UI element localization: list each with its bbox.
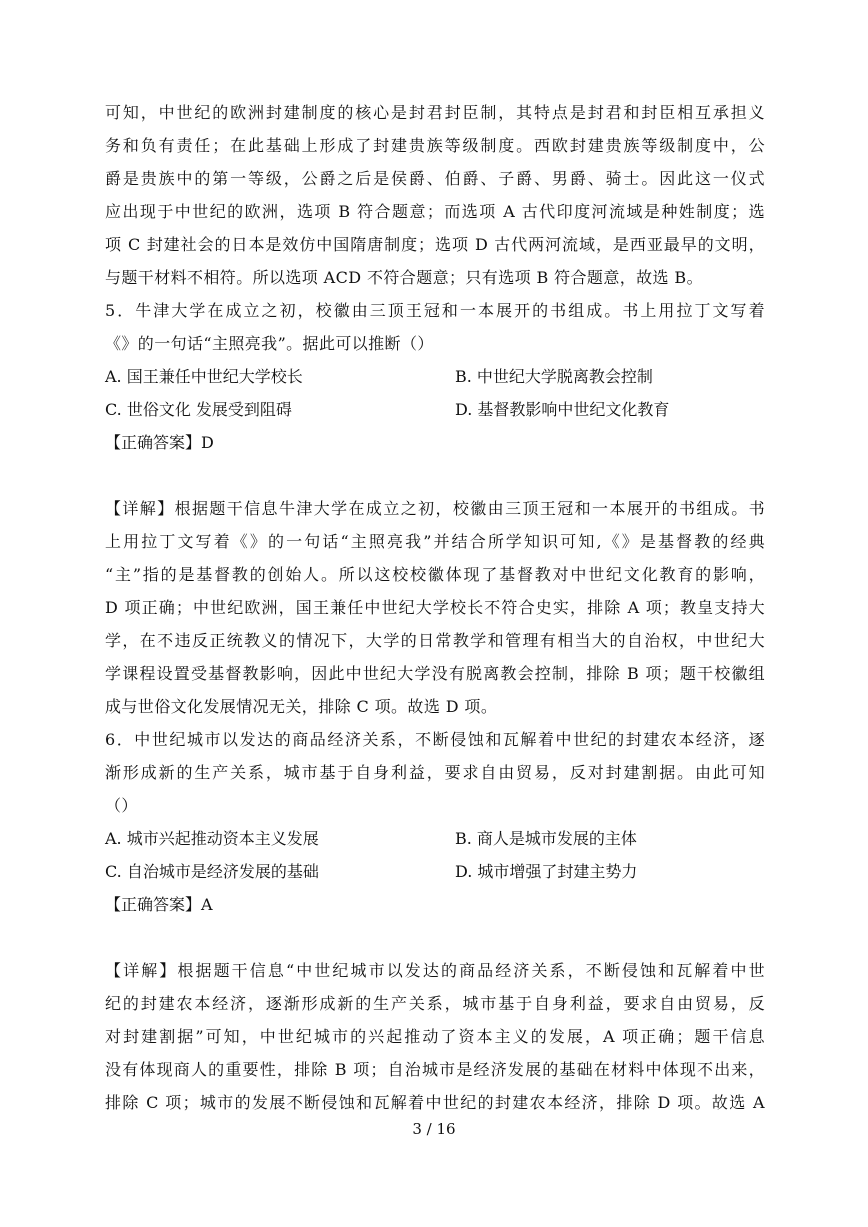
q4-explanation-continuation xyxy=(105,96,765,294)
text-line: 成与世俗文化发展情况无关，排除 C 项。故选 D 项。 xyxy=(105,697,498,716)
option-d: D. 基督教影响中世纪文化教育 xyxy=(455,400,670,419)
spacer xyxy=(105,921,765,954)
text-line: 【详解】根据题干信息“中世纪城市以发达的商品经济关系，不断侵蚀和瓦解着中世 xyxy=(105,961,765,980)
correct-answer: 【正确答案】A xyxy=(105,895,213,914)
question-explanation xyxy=(105,954,765,1119)
option-a: A. 国王兼任中世纪大学校长 xyxy=(105,367,303,386)
text-line: 项 C 封建社会的日本是效仿中国隋唐制度；选项 D 古代两河流域，是西亚最早的文明， xyxy=(105,235,765,254)
text-line: 纪的封建农本经济，逐渐形成新的生产关系，城市基于自身利益，要求自由贸易，反 xyxy=(105,994,765,1013)
option-b: B. 中世纪大学脱离教会控制 xyxy=(455,367,653,386)
page-number: 3 / 16 xyxy=(412,1120,456,1138)
question-stem: 《》的一句话“主照亮我”。据此可以推断（） xyxy=(105,334,434,353)
question-stem: 5．牛津大学在成立之初，校徽由三顶王冠和一本展开的书组成。书上用拉丁文写着 xyxy=(105,301,765,320)
text-line: 务和负有责任；在此基础上形成了封建贵族等级制度。西欧封建贵族等级制度中，公 xyxy=(105,136,765,155)
text-line: 应出现于中世纪的欧洲，选项 B 符合题意；而选项 A 古代印度河流域是种姓制度；选 xyxy=(105,202,765,221)
option-a: A. 城市兴起推动资本主义发展 xyxy=(105,829,319,848)
text-line: 对封建割据”可知，中世纪城市的兴起推动了资本主义的发展，A 项正确；题干信息 xyxy=(105,1027,765,1046)
option-d: D. 城市增强了封建主势力 xyxy=(455,862,638,881)
text-line: 爵是贵族中的第一等级，公爵之后是侯爵、伯爵、子爵、男爵、骑士。因此这一仪式 xyxy=(105,169,765,188)
question-6 xyxy=(105,723,765,1119)
question-stem: 6．中世纪城市以发达的商品经济关系，不断侵蚀和瓦解着中世纪的封建农本经济，逐 xyxy=(105,730,765,749)
options-row xyxy=(105,360,765,393)
option-c: C. 世俗文化 发展受到阻碍 xyxy=(105,400,292,419)
text-line: 学，在不违反正统教义的情况下，大学的日常教学和管理有相当大的自治权，中世纪大 xyxy=(105,631,765,650)
question-5 xyxy=(105,294,765,723)
options-row xyxy=(105,822,765,855)
question-stem: （） xyxy=(105,796,138,815)
correct-answer: 【正确答案】D xyxy=(105,433,214,452)
text-line: “主”指的是基督教的创始人。所以这校校徽体现了基督教对中世纪文化教育的影响， xyxy=(105,565,765,584)
options-row xyxy=(105,393,765,426)
text-line: 上用拉丁文写着《》的一句话“主照亮我”并结合所学知识可知,《》是基督教的经典 xyxy=(105,532,765,551)
options-row xyxy=(105,855,765,888)
text-line: 与题干材料不相符。所以选项 ACD 不符合题意；只有选项 B 符合题意，故选 B。 xyxy=(105,268,703,287)
text-line: 【详解】根据题干信息牛津大学在成立之初，校徽由三顶王冠和一本展开的书组成。书 xyxy=(105,499,765,518)
page-content xyxy=(105,96,765,1119)
question-explanation xyxy=(105,492,765,723)
text-line: 可知，中世纪的欧洲封建制度的核心是封君封臣制，其特点是封君和封臣相互承担义 xyxy=(105,103,765,122)
text-line: 排除 C 项；城市的发展不断侵蚀和瓦解着中世纪的封建农本经济，排除 D 项。故选 A xyxy=(105,1093,765,1112)
text-line: D 项正确；中世纪欧洲，国王兼任中世纪大学校长不符合史实，排除 A 项；教皇支持大 xyxy=(105,598,765,617)
question-stem: 渐形成新的生产关系，城市基于自身利益，要求自由贸易，反对封建割据。由此可知 xyxy=(105,763,765,782)
option-c: C. 自治城市是经济发展的基础 xyxy=(105,862,319,881)
text-line: 学课程设置受基督教影响，因此中世纪大学没有脱离教会控制，排除 B 项；题干校徽组 xyxy=(105,664,765,683)
spacer xyxy=(105,459,765,492)
option-b: B. 商人是城市发展的主体 xyxy=(455,829,637,848)
text-line: 没有体现商人的重要性，排除 B 项；自治城市是经济发展的基础在材料中体现不出来， xyxy=(105,1060,765,1079)
